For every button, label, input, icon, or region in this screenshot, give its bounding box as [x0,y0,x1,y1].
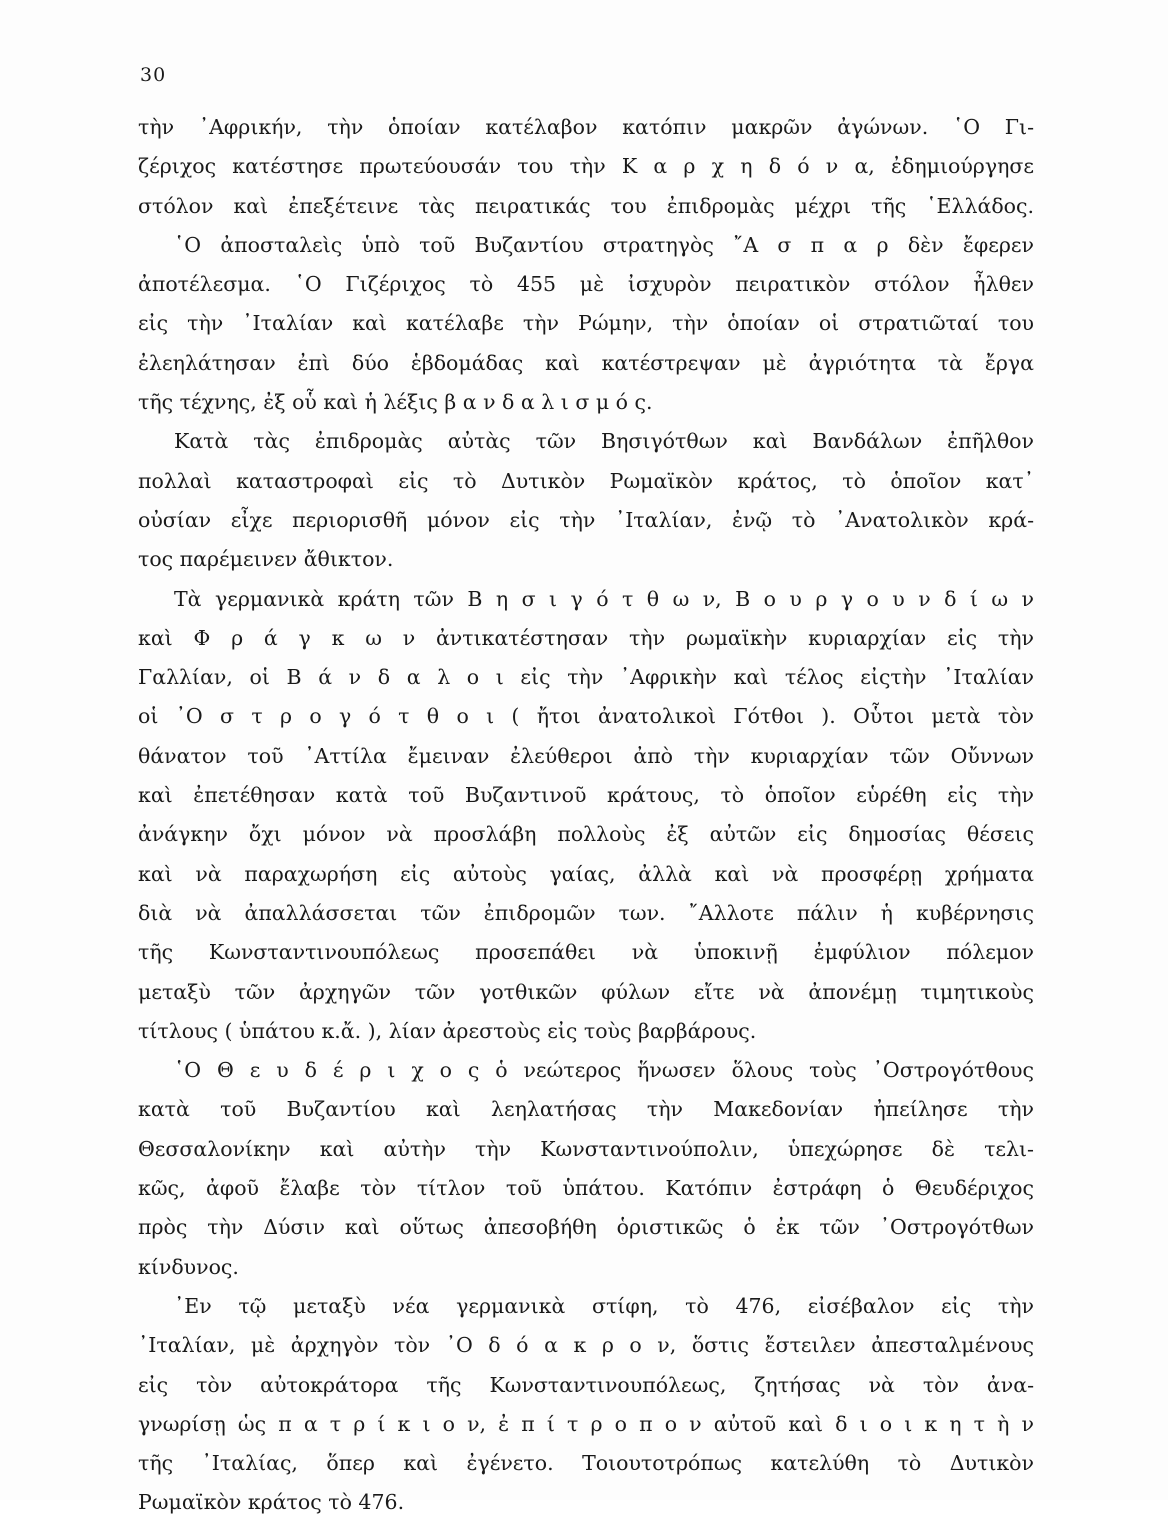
text-line: καὶ ἐπετέθησαν κατὰ τοῦ Βυζαντινοῦ κράτους, τὸ ὁποῖον εὑρέθη εἰς τὴν [138,783,1034,808]
text-line: διὰ νὰ ἀπαλλάσσεται τῶν ἐπιδρομῶν των. ῎Αλλοτε πάλιν ἡ κυβέρνησις [138,900,1034,925]
text-line: Κατὰ τὰς ἐπιδρομὰς αὐτὰς τῶν Βησιγότθων καὶ Βανδάλων ἐπῆλθον [174,429,1034,454]
text-line: Ρωμαϊκὸν κράτος τὸ 476. [138,1490,405,1515]
text-line: ἀνάγκην ὄχι μόνον νὰ προσλάβη πολλοὺς ἐξ αὐτῶν εἰς δημοσίας θέσεις [138,822,1034,847]
text-line: ᾿Ιταλίαν, μὲ ἀρχηγὸν τὸν ᾿Ο δ ό α κ ρ ο ν, ὅστις ἔστειλεν ἀπεσταλμένους [138,1333,1034,1358]
text-line: ῾Ο ἀποσταλεὶς ὑπὸ τοῦ Βυζαντίου στρατηγὸς ῎Α σ π α ρ δὲν ἔφερεν [174,232,1034,257]
text-line: κίνδυνος. [138,1254,239,1279]
text-line: κατὰ τοῦ Βυζαντίου καὶ λεηλατήσας τὴν Μακεδονίαν ἠπείλησε τὴν [138,1097,1034,1122]
text-line: πρὸς τὴν Δύσιν καὶ οὕτως ἀπεσοβήθη ὁριστικῶς ὁ ἐκ τῶν ᾿Οστρογότθων [138,1215,1034,1240]
text-line: οὐσίαν εἶχε περιορισθῆ μόνον εἰς τὴν ᾿Ιταλίαν, ἐνῷ τὸ ᾿Ανατολικὸν κρά- [138,507,1034,532]
text-line: εἰς τὸν αὐτοκράτορα τῆς Κωνσταντινουπόλεως, ζητήσας νὰ τὸν ἀνα- [138,1372,1034,1397]
text-line: καὶ νὰ παραχωρήση εἰς αὐτοὺς γαίας, ἀλλὰ καὶ νὰ προσφέρῃ χρήματα [138,861,1034,886]
text-line: στόλον καὶ ἐπεξέτεινε τὰς πειρατικάς του ἐπιδρομὰς μέχρι τῆς ῾Ελλάδος. [138,193,1034,218]
text-line: τὴν ᾿Αφρικήν, τὴν ὁποίαν κατέλαβον κατόπιν μακρῶν ἀγώνων. ῾Ο Γι- [138,115,1034,139]
text-line: ζέριχος κατέστησε πρωτεύουσάν του τὴν Κ α ρ χ η δ ό ν α, ἐδημιούργησε [138,154,1034,179]
text-line: ἀποτέλεσμα. ῾Ο Γιζέριχος τὸ 455 μὲ ἰσχυρὸν πειρατικὸν στόλον ἦλθεν [138,272,1034,297]
text-line: τῆς Κωνσταντινουπόλεως προσεπάθει νὰ ὑποκινῇ ἐμφύλιον πόλεμον [138,940,1034,965]
text-line: Γαλλίαν, οἱ Β ά ν δ α λ ο ι εἰς τὴν ᾿Αφρικὴν καὶ τέλος εἰςτὴν ᾿Ιταλίαν [138,665,1034,690]
body-text [138,108,1034,1523]
text-line: κῶς, ἀφοῦ ἔλαβε τὸν τίτλον τοῦ ὑπάτου. Κατόπιν ἐστράφη ὁ Θευδέριχος [138,1176,1034,1201]
text-line: μεταξὺ τῶν ἀρχηγῶν τῶν γοτθικῶν φύλων εἴτε νὰ ἀπονέμῃ τιμητικοὺς [138,979,1034,1004]
text-line: εἰς τὴν ᾿Ιταλίαν καὶ κατέλαβε τὴν Ρώμην, τὴν ὁποίαν οἱ στρατιῶταί του [138,311,1034,336]
text-line: θάνατον τοῦ ᾿Αττίλα ἔμειναν ἐλεύθεροι ἀπὸ τὴν κυριαρχίαν τῶν Οὔννων [138,743,1034,768]
text-line: ᾿Εν τῷ μεταξὺ νέα γερμανικὰ στίφη, τὸ 476, εἰσέβαλον εἰς τὴν [174,1293,1034,1318]
text-line: γνωρίσῃ ὡς π α τ ρ ί κ ι ο ν, ἐ π ί τ ρ ο π ο ν αὐτοῦ καὶ δ ι ο ι κ η τ ὴ ν [138,1411,1034,1436]
text-line: οἱ ᾿Ο σ τ ρ ο γ ό τ θ ο ι ( ἤτοι ἀνατολικοὶ Γότθοι ). Οὗτοι μετὰ τὸν [138,704,1034,729]
text-line: Θεσσαλονίκην καὶ αὐτὴν τὴν Κωνσταντινούπολιν, ὑπεχώρησε δὲ τελι- [138,1136,1034,1161]
text-line: τῆς τέχνης, ἐξ οὗ καὶ ἡ λέξις β α ν δ α λ ι σ μ ό ς. [138,390,653,415]
text-line: ῾Ο Θ ε υ δ έ ρ ι χ ο ς ὁ νεώτερος ἥνωσεν ὅλους τοὺς ᾿Οστρογότθους [174,1058,1034,1083]
text-line: ἐλεηλάτησαν ἐπὶ δύο ἑβδομάδας καὶ κατέστρεψαν μὲ ἀγριότητα τὰ ἔργα [138,350,1034,375]
page-number: 30 [140,64,167,86]
text-line: Τὰ γερμανικὰ κράτη τῶν Β η σ ι γ ό τ θ ω ν, Β ο υ ρ γ ο υ ν δ ί ω ν [174,586,1034,611]
text-line: τῆς ᾿Ιταλίας, ὅπερ καὶ ἐγένετο. Τοιουτοτρόπως κατελύθη τὸ Δυτικὸν [138,1451,1034,1476]
text-line: τίτλους ( ὑπάτου κ.ἄ. ), λίαν ἀρεστοὺς εἰς τοὺς βαρβάρους. [138,1018,757,1043]
text-line: τος παρέμεινεν ἄθικτον. [138,547,394,572]
text-line: πολλαὶ καταστροφαὶ εἰς τὸ Δυτικὸν Ρωμαϊκὸν κράτος, τὸ ὁποῖον κατ᾿ [138,468,1034,493]
text-line: καὶ Φ ρ ά γ κ ω ν ἀντικατέστησαν τὴν ρωμαϊκὴν κυριαρχίαν εἰς τὴν [138,625,1034,650]
